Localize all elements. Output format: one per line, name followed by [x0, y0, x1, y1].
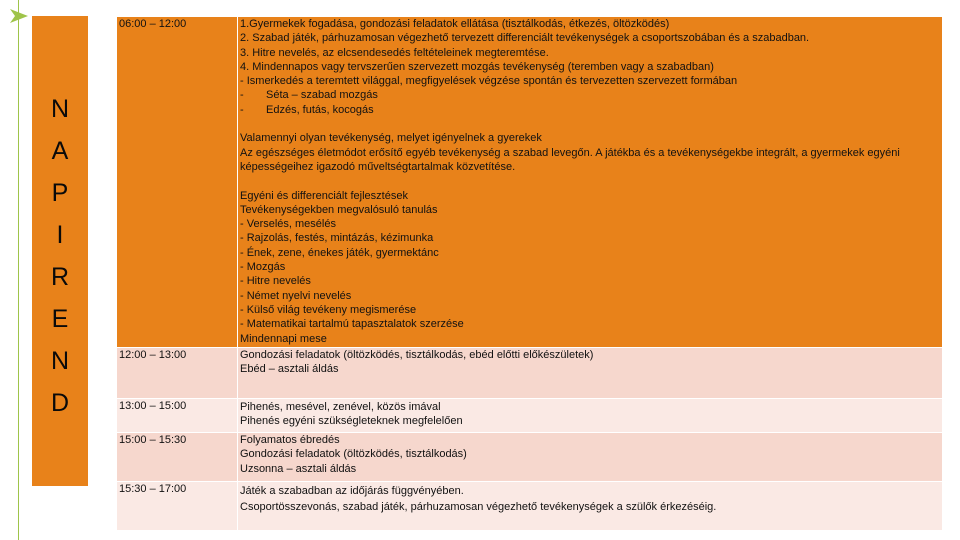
table-row: [117, 17, 943, 348]
side-letter: N: [50, 95, 70, 123]
activity-line: - Ismerkedés a teremtett világgal, megfigyelések végzése spontán és tervezetten szervezett formában: [240, 75, 738, 88]
activity-line: - Hitre nevelés: [240, 275, 311, 288]
description-cell: [238, 17, 943, 348]
activity-line: Gondozási feladatok (öltözködés, tisztálkodás): [240, 448, 467, 461]
side-letter: R: [50, 263, 70, 291]
activity-line: Pihenés, mesével, zenével, közös imával: [240, 401, 441, 413]
activity-line: Tevékenységekben megvalósuló tanulás: [240, 203, 438, 216]
side-letter: D: [50, 389, 70, 417]
activity-line: Ebéd – asztali áldás: [240, 363, 339, 376]
activity-line: - Rajzolás, festés, mintázás, kézimunka: [240, 232, 434, 245]
side-letter: P: [51, 179, 69, 207]
activity-line: Valamennyi olyan tevékenység, melyet igényelnek a gyerekek: [240, 132, 542, 145]
time-cell: [117, 433, 238, 482]
time-label: 15:30 – 17:00: [119, 483, 187, 495]
activity-line: 2. Szabad játék, párhuzamosan végezhető tervezett differenciált tevékenységek a csoportszobában és a szabadban.: [240, 32, 810, 45]
time-label: 12:00 – 13:00: [119, 349, 187, 361]
activity-line: - Német nyelvi nevelés: [240, 289, 352, 302]
time-label: 13:00 – 15:00: [119, 400, 187, 412]
activity-line: - Külső világ tevékeny megismerése: [240, 303, 417, 316]
table-row: [117, 482, 943, 531]
spacer: [240, 117, 940, 131]
time-cell: [117, 399, 238, 433]
activity-line: 3. Hitre nevelés, az elcsendesedés feltételeinek megteremtése.: [240, 46, 549, 59]
time-label: 15:00 – 15:30: [119, 434, 187, 446]
side-title-panel: [32, 16, 88, 486]
activity-line: Egyéni és differenciált fejlesztések: [240, 189, 408, 202]
activity-line: 4. Mindennapos vagy tervszerűen szervezett mozgás tevékenység (teremben vagy a szabadban): [240, 60, 714, 73]
activity-line: - Ének, zene, énekes játék, gyermektánc: [240, 246, 439, 259]
bullet-line: [240, 103, 940, 117]
side-letter: N: [50, 347, 70, 375]
activity-line: Csoportösszevonás, szabad játék, párhuzamosan végezhető tevékenységek a szülők érkezéséig.: [240, 501, 717, 514]
table-row: [117, 399, 943, 433]
table-row: [117, 433, 943, 482]
bullet-text: Séta – szabad mozgás: [266, 89, 378, 102]
activity-line: Az egészséges életmódot erősítő egyéb tevékenység a szabad levegőn. A játékba és a tevékenységekbe integrált, a gyermekek egyéni képességeihez igazodó műveltségtartalmak közvetítése.: [240, 146, 900, 173]
activity-line: - Matematikai tartalmú tapasztalatok szerzése: [240, 318, 464, 331]
bullet-mark: -: [240, 103, 244, 116]
bullet-text: Edzés, futás, kocogás: [266, 103, 374, 116]
bullet-line: [240, 88, 940, 102]
side-letter: E: [51, 305, 69, 333]
activity-line: - Mozgás: [240, 261, 286, 274]
activity-line: - Verselés, mesélés: [240, 218, 336, 231]
spacer: [240, 174, 940, 188]
time-cell: [117, 17, 238, 348]
side-letter: I: [56, 221, 64, 249]
bullet-mark: -: [240, 89, 244, 102]
side-letter: A: [51, 137, 69, 165]
time-cell: [117, 348, 238, 399]
activity-line: Folyamatos ébredés: [240, 434, 340, 446]
description-cell: [238, 482, 943, 531]
description-cell: [238, 348, 943, 399]
activity-line: Uzsonna – asztali áldás: [240, 462, 357, 475]
description-cell: [238, 433, 943, 482]
table-row: [117, 348, 943, 399]
activity-line: Pihenés egyéni szükségleteknek megfelelően: [240, 415, 463, 428]
activity-line: Játék a szabadban az időjárás függvényében.: [240, 485, 464, 497]
schedule-table: [116, 16, 943, 531]
side-title-letters: [51, 88, 69, 424]
activity-line: Mindennapi mese: [240, 332, 327, 345]
activity-line: Gondozási feladatok (öltözködés, tisztálkodás, ebéd előtti előkészületek): [240, 349, 594, 361]
decorative-vertical-line: [18, 0, 19, 540]
time-cell: [117, 482, 238, 531]
activity-line: 1.Gyermekek fogadása, gondozási feladatok ellátása (tisztálkodás, étkezés, öltözködés): [240, 18, 670, 30]
time-label: 06:00 – 12:00: [119, 18, 187, 30]
description-cell: [238, 399, 943, 433]
